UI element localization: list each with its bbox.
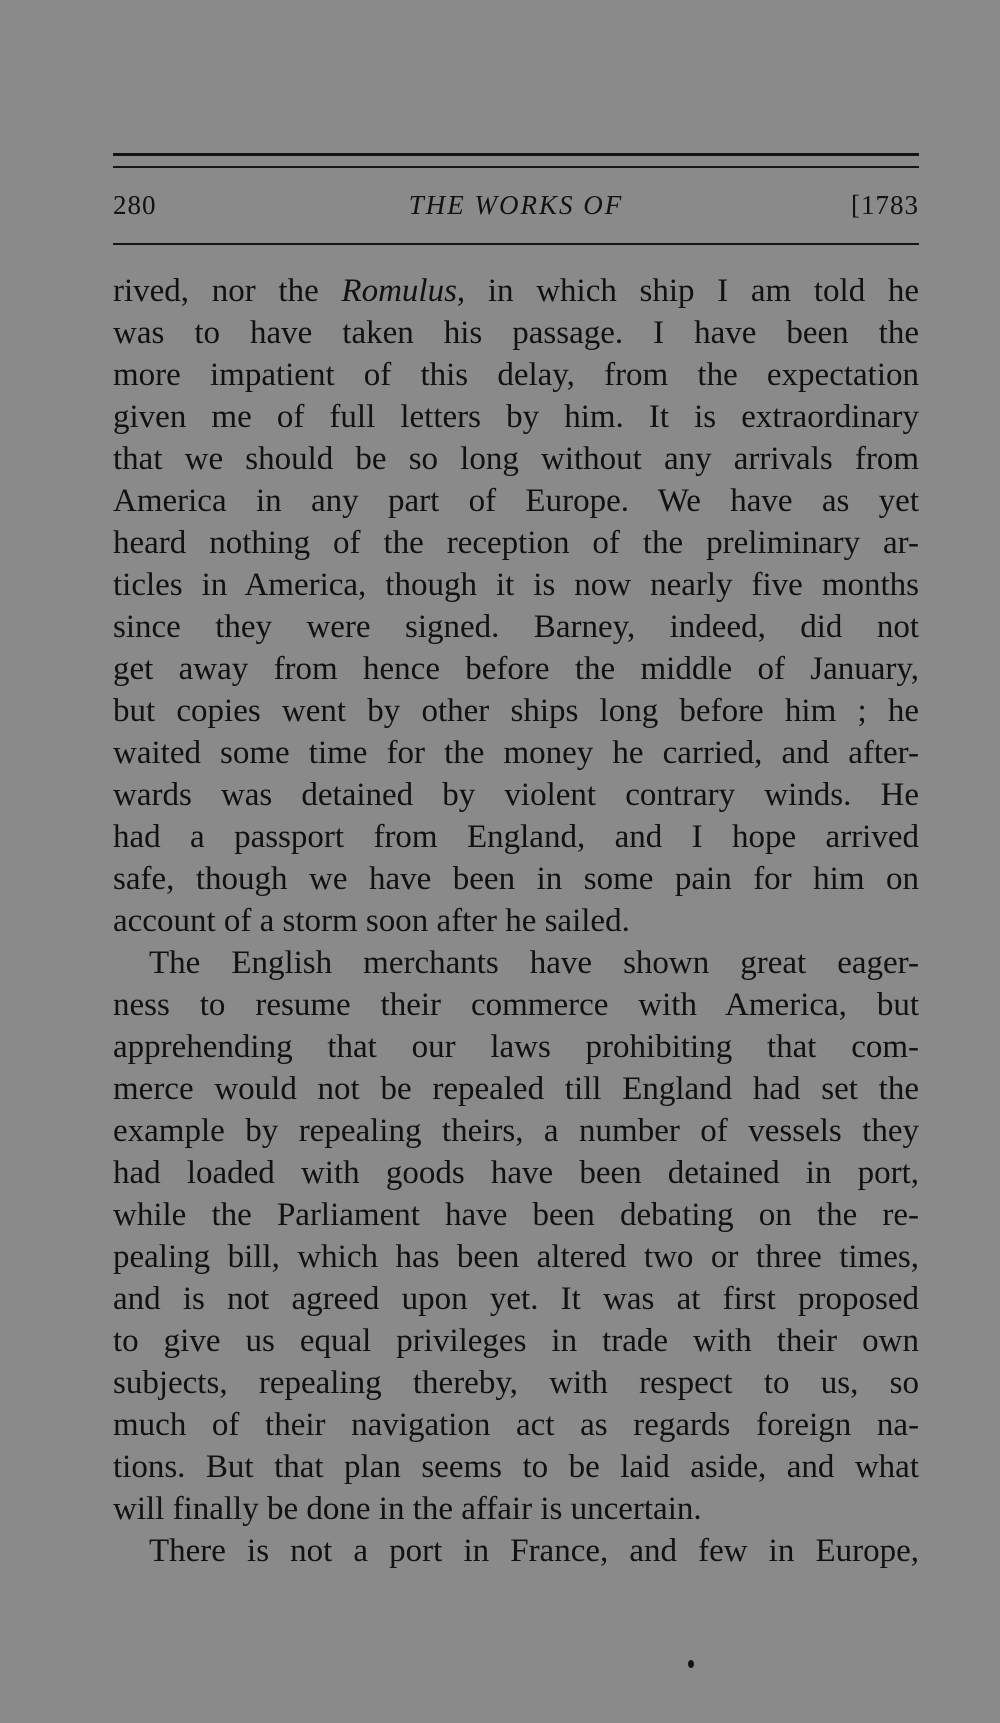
text-line: was to have taken his passage. I have been the [113,315,919,351]
paragraph-3 [113,1530,919,1572]
text-line: while the Parliament have been debating on the re- [113,1197,919,1233]
running-head [113,190,919,230]
text-line: get away from hence before the middle of January, [113,651,919,687]
ink-mark [688,1660,694,1668]
header-rule-bottom [113,243,919,245]
text-line: more impatient of this delay, from the expectation [113,357,919,393]
text-line: apprehending that our laws prohibiting that com- [113,1029,919,1065]
text-line: wards was detained by violent contrary winds. He [113,777,919,813]
text-run: in which ship I am told he [487,273,920,309]
header-rule-top [113,153,919,156]
text-line: safe, though we have been in some pain for him on [113,861,919,897]
text-line: but copies went by other ships long before him ; he [113,693,919,729]
page-number: 280 [113,190,157,220]
text-line: account of a storm soon after he sailed. [113,903,630,939]
text-run: rived, nor the [113,273,319,309]
text-line: tions. But that plan seems to be laid aside, and what [113,1449,919,1485]
text-line: America in any part of Europe. We have as yet [113,483,919,519]
text-line: had a passport from England, and I hope arrived [113,819,919,855]
text-line: pealing bill, which has been altered two or three times, [113,1239,919,1275]
body-text [113,270,919,1572]
text-line: merce would not be repealed till England had set the [113,1071,919,1107]
text-line: given me of full letters by him. It is extraordinary [113,399,919,435]
text-line: example by repealing theirs, a number of vessels they [113,1113,919,1149]
text-line: ticles in America, though it is now nearly five months [113,567,919,603]
text-line: since they were signed. Barney, indeed, did not [113,609,919,645]
text-line: ness to resume their commerce with America, but [113,987,919,1023]
text-line: subjects, repealing thereby, with respect to us, so [113,1365,919,1401]
text-line: much of their navigation act as regards foreign na- [113,1407,919,1443]
text-line: to give us equal privileges in trade with their own [113,1323,919,1359]
running-title: THE WORKS OF [408,190,624,220]
running-year: [1783 [851,190,919,220]
text-line: will finally be done in the affair is uncertain. [113,1491,702,1527]
paragraph-2 [113,942,919,1530]
text-line [113,270,919,312]
text-line: had loaded with goods have been detained in port, [113,1155,919,1191]
text-line: and is not agreed upon yet. It was at first proposed [113,1281,919,1317]
text-line: The English merchants have shown great eager- [149,945,919,981]
ship-name: Romulus, [341,273,466,309]
text-line: waited some time for the money he carried, and after- [113,735,919,771]
header-rule-second [113,166,919,168]
text-line: heard nothing of the reception of the preliminary ar- [113,525,919,561]
text-line: that we should be so long without any arrivals from [113,441,919,477]
text-line: There is not a port in France, and few in Europe, [149,1533,919,1569]
paragraph-1 [113,270,919,942]
